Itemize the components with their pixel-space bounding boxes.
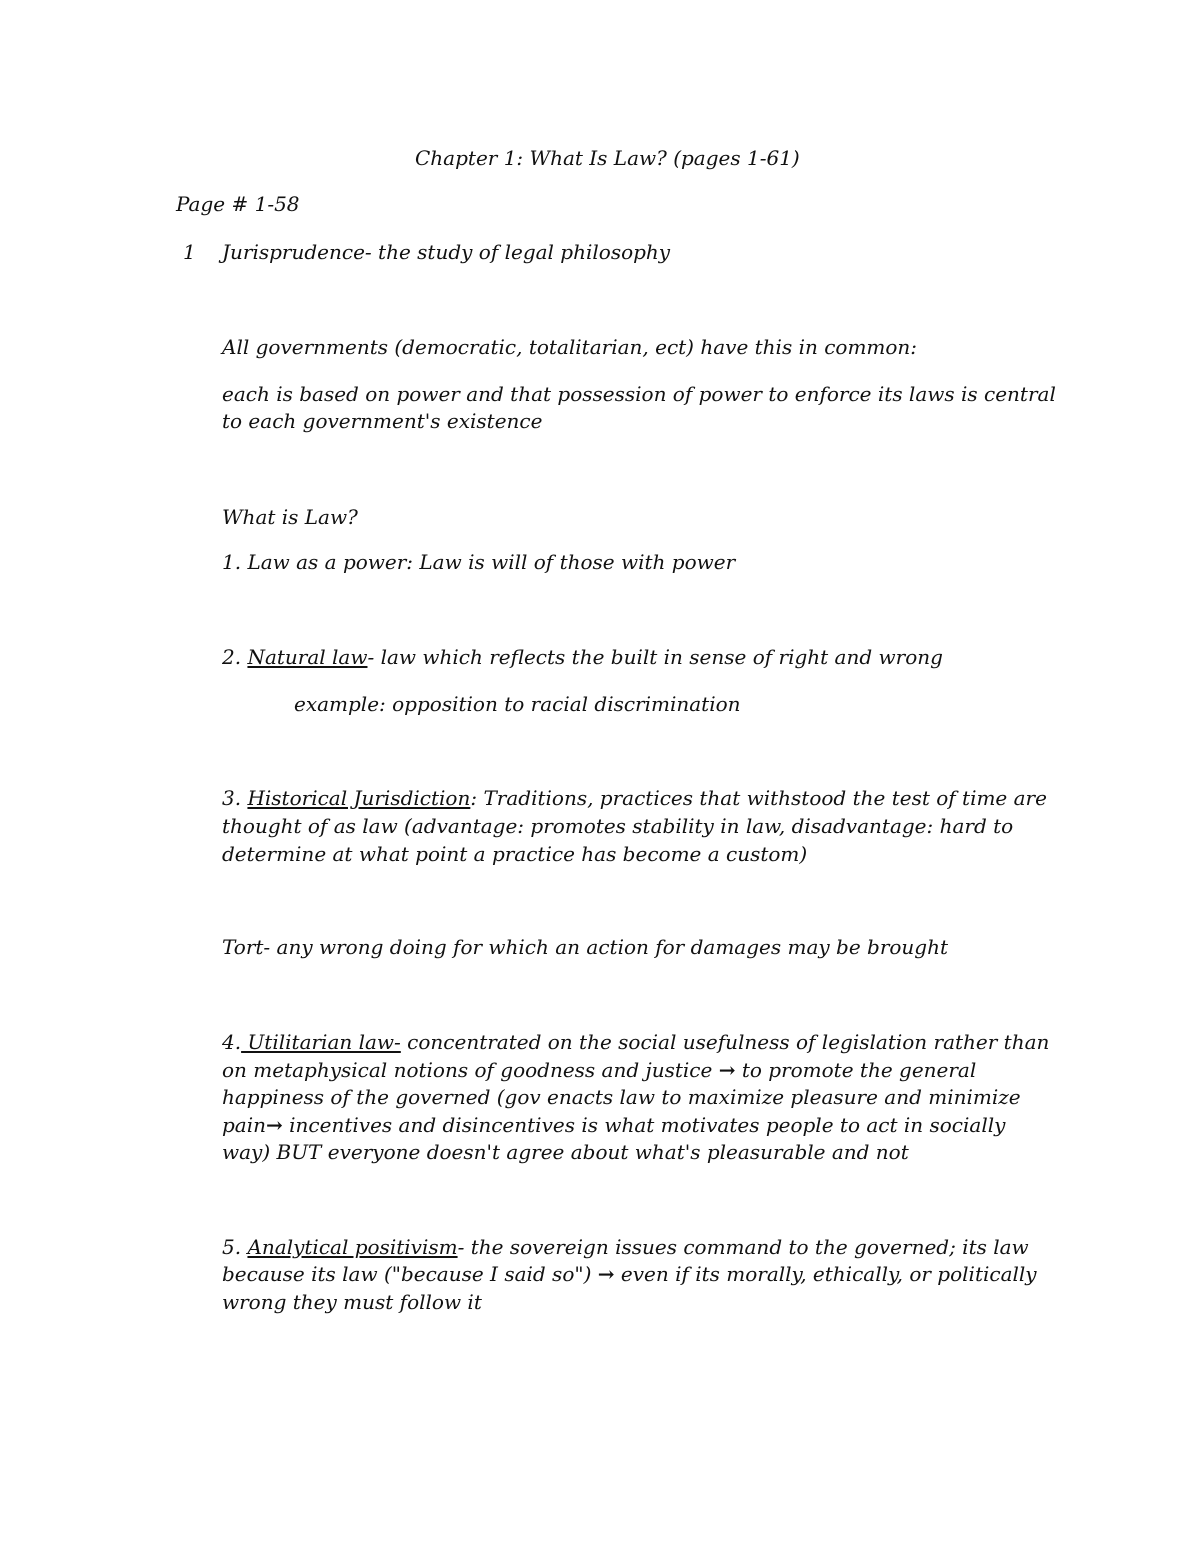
list-number: 3. (222, 786, 248, 810)
page-reference: Page # 1-58 (176, 192, 300, 216)
list-number: 4. (222, 1030, 242, 1054)
analytical-term: Analytical positivism (247, 1235, 458, 1259)
historical-term: Historical Jurisdiction (247, 786, 471, 810)
utilitarian-text-line: way) BUT everyone doesn't agree about what's pleasurable and not (222, 1140, 909, 1164)
analytical-line (222, 1233, 1029, 1261)
right-arrow-icon: → (597, 1262, 615, 1286)
historical-text-line: determine at what point a practice has become a custom) (222, 842, 808, 866)
historical-definition: : Traditions, practices that withstood the test of time are (470, 786, 1047, 810)
text-span: incentives and disincentives is what motivates people to act in socially (282, 1113, 1006, 1137)
utilitarian-term: Utilitarian law- (241, 1030, 401, 1054)
analytical-text-line: wrong they must follow it (222, 1290, 482, 1314)
natural-law-definition: - law which reflects the built in sense of right and wrong (367, 645, 943, 669)
tort-definition: Tort- any wrong doing for which an action for damages may be brought (222, 935, 949, 959)
right-arrow-icon: → (718, 1058, 736, 1082)
utilitarian-text-line: happiness of the governed (gov enacts law to maximize pleasure and minimize (222, 1085, 1021, 1109)
utilitarian-line (222, 1028, 1049, 1056)
analytical-text-line (222, 1260, 1037, 1288)
right-arrow-icon: → (266, 1113, 283, 1137)
natural-law-line (222, 643, 943, 671)
analytical-definition: - the sovereign issues command to the governed; its law (457, 1235, 1029, 1259)
text-span: to promote the general (735, 1058, 977, 1082)
section-heading: What is Law? (222, 505, 358, 529)
governments-intro: All governments (democratic, totalitarian, ect) have this in common: (222, 335, 918, 359)
governments-text-line: each is based on power and that possession of power to enforce its laws is central (222, 382, 1056, 406)
list-number: 5. (222, 1235, 248, 1259)
historical-line (222, 784, 1047, 812)
text-span: because its law ("because I said so") (222, 1262, 598, 1286)
text-span: even if its morally, ethically, or politically (614, 1262, 1037, 1286)
historical-text-line: thought of as law (advantage: promotes stability in law, disadvantage: hard to (222, 814, 1014, 838)
natural-law-term: Natural law (247, 645, 368, 669)
utilitarian-text-line (222, 1111, 1005, 1139)
law-as-power: 1. Law as a power: Law is will of those with power (222, 550, 736, 574)
governments-text-line: to each government's existence (222, 409, 543, 433)
item-number: 1 (183, 240, 196, 264)
jurisprudence-definition: Jurisprudence- the study of legal philosophy (222, 240, 671, 264)
utilitarian-text-line (222, 1056, 976, 1084)
natural-law-example: example: opposition to racial discrimination (294, 692, 741, 716)
text-span: on metaphysical notions of goodness and justice (222, 1058, 719, 1082)
utilitarian-definition: concentrated on the social usefulness of legislation rather than (400, 1030, 1050, 1054)
page-title: Chapter 1: What Is Law? (pages 1-61) (415, 146, 800, 170)
list-number: 2. (222, 645, 248, 669)
text-span: pain (222, 1113, 267, 1137)
